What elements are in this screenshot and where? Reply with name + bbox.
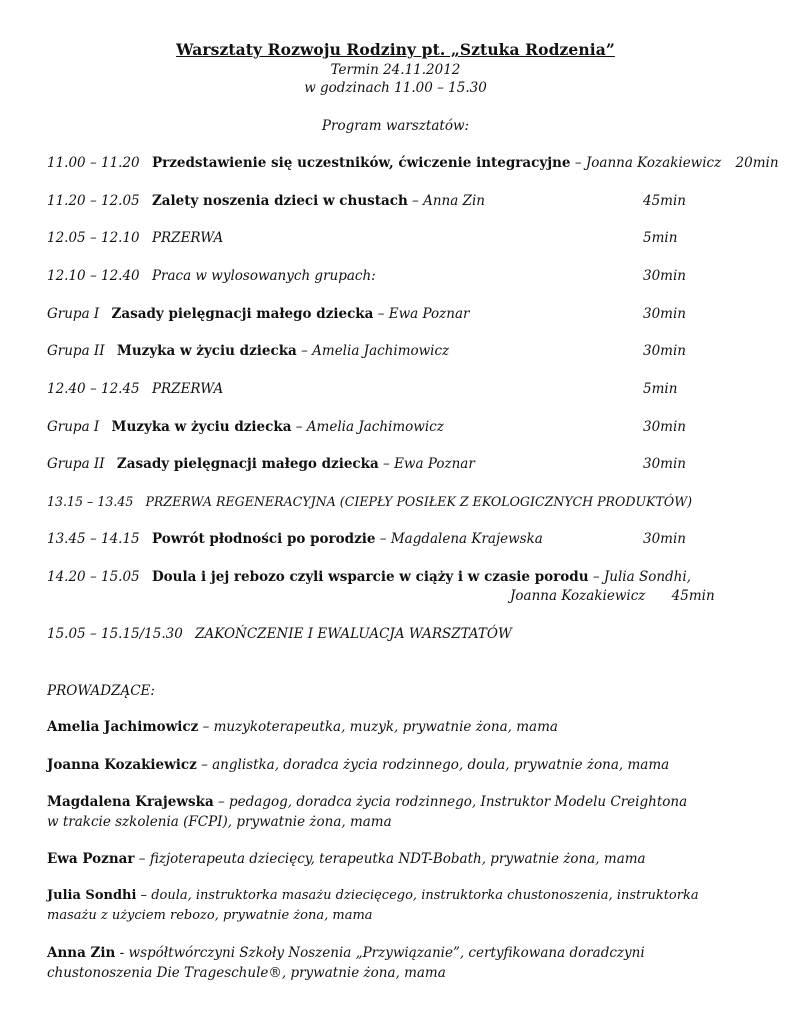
instructor-description-cont: w trakcie szkolenia (FCPI), prywatnie żona, mama [47,814,392,830]
schedule-row [47,342,737,360]
instructor-name: Amelia Jachimowicz [47,719,199,735]
schedule-duration: 30min [643,531,686,547]
schedule-row [47,625,512,643]
schedule-time: 11.00 – 11.20 [47,155,140,171]
schedule-row [47,229,737,247]
instructor-entry [47,943,737,983]
instructor-separator: – [213,794,230,810]
instructor-description: fizjoterapeuta dziecięcy, terapeutka NDT-Bobath, prywatnie żona, mama [149,851,646,867]
schedule-row [47,530,737,548]
page-title: Warsztaty Rozwoju Rodziny pt. „Sztuka Rodzenia” [176,40,615,59]
schedule-row [47,380,737,398]
instructor-separator: – [198,719,214,735]
schedule-title: Zasady pielęgnacji małego dziecka [116,456,379,472]
instructor-entry [47,717,737,737]
schedule-presenter: – Joanna Kozakiewicz [570,155,722,171]
instructor-name: Ewa Poznar [47,851,135,867]
schedule-title: Praca w wylosowanych grupach: [151,268,376,284]
instructor-name: Julia Sondhi [47,888,137,903]
schedule-duration: 45min [671,588,715,604]
schedule-row [47,267,737,285]
schedule-row [47,154,779,172]
instructor-separator: – [196,757,213,773]
event-date: Termin 24.11.2012 [330,62,461,78]
instructor-description: pedagog, doradca życia rodzinnego, Instruktor Modelu Creightona [229,794,688,810]
schedule-time: 14.20 – 15.05 [47,569,140,585]
schedule-duration: 30min [643,268,686,284]
instructor-separator: – [134,851,150,867]
schedule-time: 13.45 – 14.15 [47,531,140,547]
schedule-group: Grupa II [47,456,105,472]
schedule-row [47,568,691,586]
schedule-presenter: – Julia Sondhi, [588,569,691,585]
instructor-name: Anna Zin [47,945,116,961]
schedule-presenter: – Anna Zin [407,193,485,209]
schedule-row [47,192,737,210]
instructor-name: Magdalena Krajewska [47,794,214,810]
schedule-title: PRZERWA REGENERACYJNA (CIEPŁY POSIŁEK Z EKOLOGICZNYCH PRODUKTÓW) [145,494,693,509]
instructor-entry [47,886,737,926]
instructor-entry [47,755,737,775]
schedule-title: PRZERWA [151,381,224,397]
schedule-title: Przedstawienie się uczestników, ćwiczenie integracyjne [151,155,571,171]
schedule-time: 13.15 – 13.45 [47,494,134,509]
instructor-description: anglistka, doradca życia rodzinnego, doula, prywatnie żona, mama [212,757,670,773]
schedule-title: Doula i jej rebozo czyli wsparcie w ciąży i w czasie porodu [151,569,589,585]
schedule-duration: 30min [643,306,686,322]
instructor-name: Joanna Kozakiewicz [47,757,197,773]
instructor-description: doula, instruktorka masażu dziecięcego, instruktorka chustonoszenia, instruktorka [151,888,699,903]
instructor-description: muzykoterapeutka, muzyk, prywatnie żona, mama [213,719,558,735]
schedule-time: 15.05 – 15.15/15.30 [47,626,183,642]
instructors-heading: PROWADZĄCE: [47,683,155,699]
schedule-duration: 30min [643,456,686,472]
schedule-time: 12.40 – 12.45 [47,381,140,397]
schedule-duration: 30min [643,419,686,435]
schedule-row [47,418,737,436]
schedule-title: ZAKOŃCZENIE I EWALUACJA WARSZTATÓW [195,626,512,642]
schedule-duration: 20min [735,155,779,171]
schedule-time: 12.05 – 12.10 [47,230,140,246]
schedule-title: Zasady pielęgnacji małego dziecka [111,306,374,322]
instructor-description-cont: masażu z użyciem rebozo, prywatnie żona, mama [47,908,373,923]
schedule-title: Powrót płodności po porodzie [151,531,376,547]
schedule-row [47,455,737,473]
schedule-title: Muzyka w życiu dziecka [116,343,297,359]
instructor-entry [47,849,737,869]
schedule-duration: 45min [643,193,686,209]
schedule-row [47,493,692,511]
instructor-description: współtwórczyni Szkoły Noszenia „Przywiązanie”, certyfikowana doradczyni [128,945,645,961]
schedule-title: Muzyka w życiu dziecka [111,419,292,435]
instructor-description-cont: chustonoszenia Die Trageschule®, prywatnie żona, mama [47,965,446,981]
schedule-duration: 30min [643,343,686,359]
event-hours: w godzinach 11.00 – 15.30 [304,80,487,96]
schedule-presenter: – Ewa Poznar [373,306,470,322]
schedule-time: 12.10 – 12.40 [47,268,140,284]
schedule-group: Grupa I [47,306,100,322]
schedule-row-continuation [510,587,715,605]
schedule-group: Grupa II [47,343,105,359]
schedule-presenter: – Amelia Jachimowicz [291,419,444,435]
schedule-row [47,305,737,323]
schedule-duration: 5min [643,230,678,246]
schedule-presenter: – Magdalena Krajewska [375,531,543,547]
schedule-title: PRZERWA [151,230,224,246]
schedule-group: Grupa I [47,419,100,435]
schedule-duration: 5min [643,381,678,397]
instructor-separator: - [115,945,129,961]
schedule-presenter: Joanna Kozakiewicz [510,588,646,604]
schedule-presenter: – Amelia Jachimowicz [296,343,450,359]
instructor-entry [47,792,737,832]
program-heading: Program warsztatów: [321,118,470,134]
schedule-presenter: – Ewa Poznar [378,456,475,472]
schedule-time: 11.20 – 12.05 [47,193,140,209]
schedule-title: Zalety noszenia dzieci w chustach [151,193,408,209]
instructor-separator: – [136,888,152,903]
